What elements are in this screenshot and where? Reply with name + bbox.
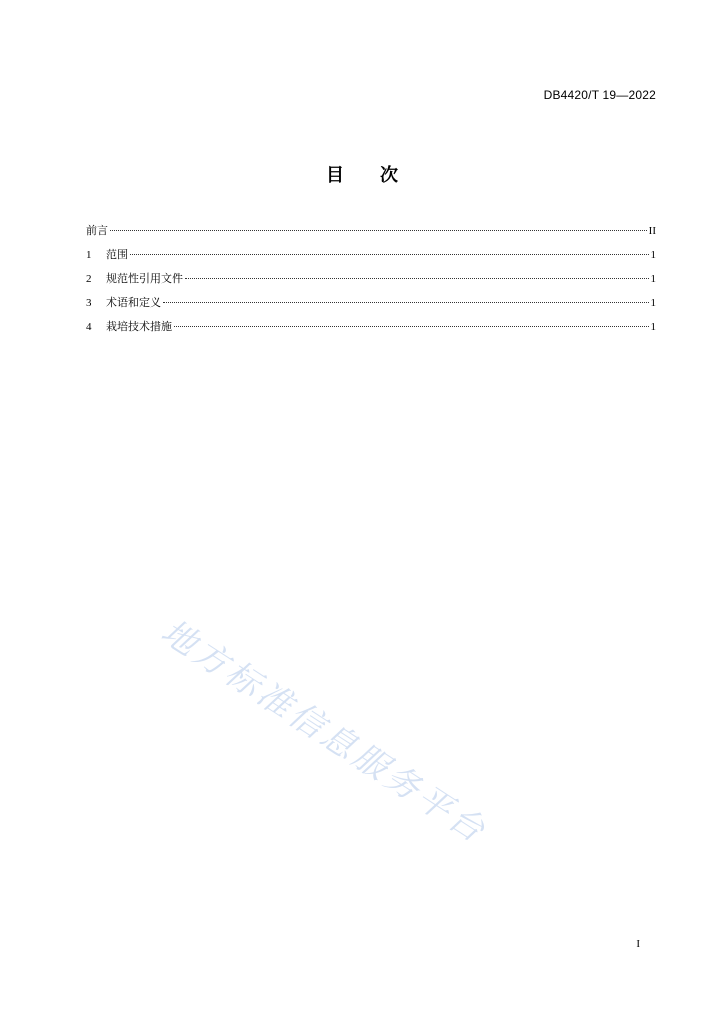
toc-item-label: 前言 xyxy=(86,225,108,237)
toc-title xyxy=(0,161,724,187)
toc-item-number: 1 xyxy=(86,249,92,261)
toc-leader-dots xyxy=(110,229,647,231)
toc-leader-dots xyxy=(185,277,649,279)
toc-item-page: 1 xyxy=(650,249,656,261)
toc-leader-dots xyxy=(163,301,649,303)
toc-item-label: 术语和定义 xyxy=(106,297,161,309)
page-number: I xyxy=(636,938,640,950)
toc-item-label: 范围 xyxy=(106,249,128,261)
toc-item-label: 规范性引用文件 xyxy=(106,273,183,285)
toc-item-number: 2 xyxy=(86,273,92,285)
toc-title-char-2: 次 xyxy=(380,165,398,186)
toc-item-page: 1 xyxy=(650,321,656,333)
toc-item-foreword[interactable] xyxy=(86,222,656,246)
toc-item-page: 1 xyxy=(650,297,656,309)
toc-item-cultivation-measures[interactable] xyxy=(86,318,656,342)
toc-leader-dots xyxy=(130,253,649,255)
toc-title-char-1: 目 xyxy=(326,165,344,186)
toc-item-terms-definitions[interactable] xyxy=(86,294,656,318)
watermark: 地方标准信息服务平台 xyxy=(153,611,495,853)
document-code: DB4420/T 19—2022 xyxy=(543,88,656,102)
table-of-contents xyxy=(86,222,656,342)
toc-item-label: 栽培技术措施 xyxy=(106,321,172,333)
toc-item-number: 4 xyxy=(86,321,92,333)
toc-item-page: 1 xyxy=(650,273,656,285)
toc-item-page: II xyxy=(648,225,656,237)
toc-item-scope[interactable] xyxy=(86,246,656,270)
toc-item-number: 3 xyxy=(86,297,92,309)
toc-item-normative-references[interactable] xyxy=(86,270,656,294)
toc-leader-dots xyxy=(174,325,649,327)
